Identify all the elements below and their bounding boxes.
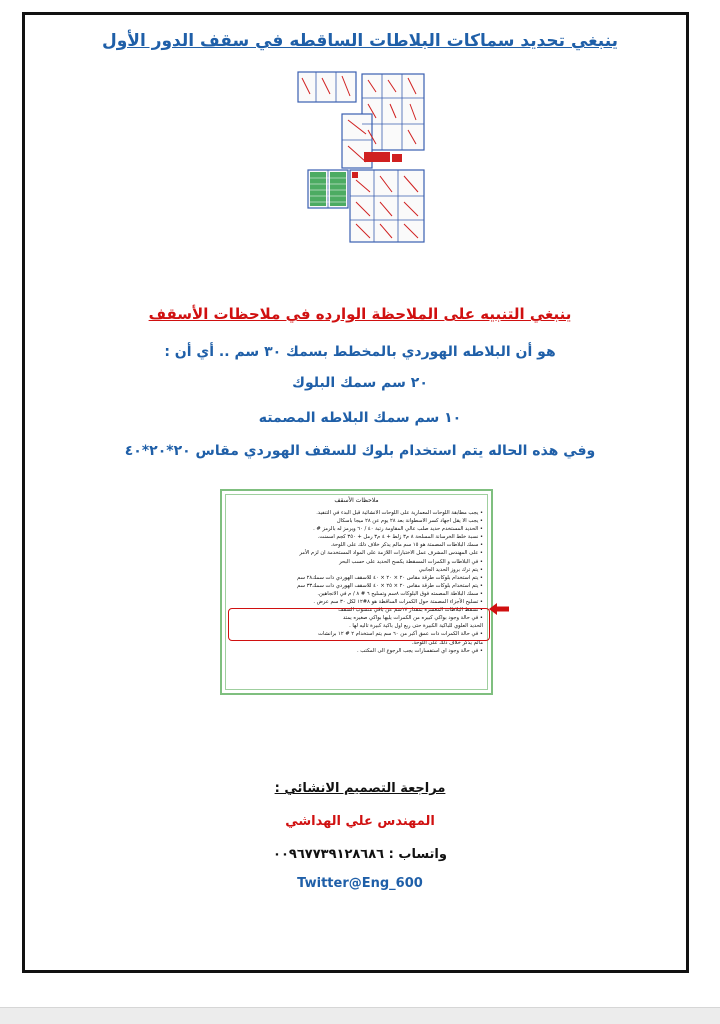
engineer-name: المهندس علي الهداشي [285,814,435,829]
roof-notes-box [220,489,493,695]
roof-notes-inner [225,494,488,690]
note-line: • يجب الا يقل اجهاد كسر الاسطوانة بعد ٢٨ يوم عن ٢٨ ميجا باسكال [336,518,483,525]
roof-notes-title: ملاحظات الأسقف [334,497,379,504]
floor-plan-drawing [296,70,428,245]
highlight-outline [228,608,490,641]
note-line: الحديد العلوي للباكية الكبيرة حتى ربع اول باكية كبيرة تاليه لها . [349,623,483,630]
note-line: • على المهندس المشرف عمل الاختبارات اللازمة على المواد المستخدمة ان لزم الأمر [299,550,483,557]
note-line: • يتم ترك بروز الحديد الجانبي [418,566,483,573]
note-line: • يجب مطابقة اللوحات المعمارية على اللوحات الانشائية قبل البدء في التنفيذ. [316,510,483,516]
roof-notes-list [230,509,483,655]
note-line: • الحديد المستخدم حديد صلب عالي المقاومة رتبة ٤٠ / ٦٠ ويرمز له بالرمز # . [313,526,483,533]
note-line: مالم يذكر خلاف ذلك على اللوحة. [411,639,483,646]
note-line: • في حالة وجود اي استفسارات يجب الرجوع الى المكتب . [356,647,483,654]
note-line: • في البلاطات و الكمرات المسقطة يكسح الحديد على حسب البحر [339,558,483,565]
paragraph-3: ١٠ سم سمك البلاطه المصمته [258,410,462,426]
notes-subheading: ينبغي التنبيه على الملاحظة الوارده في ملاحظات الأسقف [148,305,572,323]
paragraph-4: وفي هذه الحاله يتم استخدام بلوك للسقف الهوردي مقاس ٢٠*٢٠*٤٠ [124,443,596,459]
whatsapp-contact: واتساب : ٠٠٩٦٧٧٣٩١٢٨٦٨٦ [273,847,447,862]
note-line: • يتم استخدام بلوكات طرقة مقاس ٢٠ × ٢٠ × ٤٠ للاسقف الهوردي ذات سمك٢٨ سم [297,574,483,581]
note-line: • سمك البلاطات المصمتة هو ١٥ سم مالم يذكر خلاف ذلك على اللوحة. [330,542,483,549]
review-heading: مراجعة التصميم الانشائي : [274,781,446,796]
paragraph-1: هو أن البلاطه الهوردي بالمخطط بسمك ٣٠ سم .. أي أن : [164,344,556,360]
document-heading: ينبغي تحديد سماكات البلاطات الساقطه في سقف الدور الأول [101,31,619,51]
note-line: • سمك البلاطة المصمته فوق البلوكات ٨سم وتسليح ٦ # ٨ / م في الاتجاهين. [317,590,483,597]
note-line: • في حالة وجود بواكي كبيره من الكمرات يليها بواكي صغيره يمتد [342,615,483,622]
note-line: • يتم استخدام بلوكات طرقة مقاس ٢٠ × ٢٥ × ٤٠ للاسقف الهوردي ذات سمك٣٣ سم [297,582,483,589]
paragraph-2: ٢٠ سم سمك البلوك [292,375,428,391]
twitter-handle: Twitter@Eng_600 [297,876,423,891]
note-line: • نسبة خلط الخرسانة المسلحة ٨ م٣ زلط + ٤ م٣ رمل + ٣٥٠ كجم اسمنت. [317,534,483,541]
note-line: • تسقط البلاطات المعشرة بمقدار ١٧سم عن باقي منسوب السقف [338,607,483,614]
note-line: • في حالة الكمرات ذات عمق أكبر من ٦٠ سم يتم استخدام ٢ # ١٢ برانشات [318,631,483,638]
bottom-strip [0,1007,720,1024]
note-line: • تسليح الأجزاء المصمتة حول الكمرات الساقطة هو ٨#١٢ لكل ٣٠ سم عرض . [313,599,483,606]
pointer-arrow-icon [489,603,509,615]
